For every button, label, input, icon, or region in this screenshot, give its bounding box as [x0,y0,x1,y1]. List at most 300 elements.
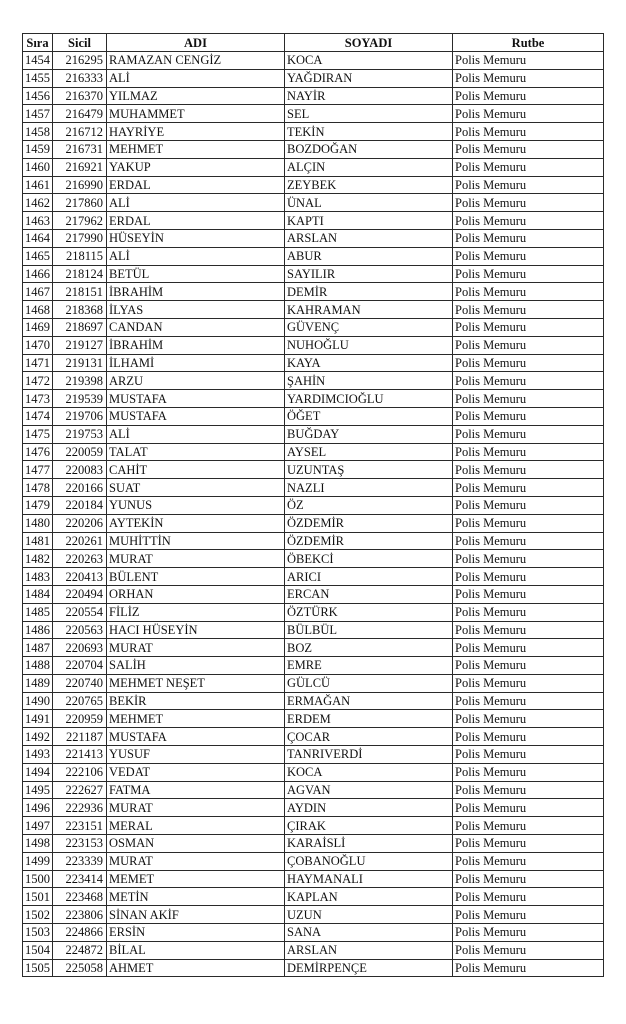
cell-adi: MUHİTTİN [107,532,285,550]
table-row [23,674,604,692]
cell-soyadi: ÖĞET [285,407,453,425]
table-row [23,852,604,870]
cell-rutbe: Polis Memuru [453,603,604,621]
cell-sira: 1492 [23,728,53,746]
cell-sicil: 220059 [53,443,107,461]
table-row [23,176,604,194]
cell-sicil: 225058 [53,959,107,977]
cell-adi: OSMAN [107,835,285,853]
cell-adi: ORHAN [107,585,285,603]
cell-soyadi: ÇIRAK [285,817,453,835]
cell-adi: MEMET [107,870,285,888]
cell-soyadi: ERDEM [285,710,453,728]
cell-soyadi: BOZDOĞAN [285,140,453,158]
table-row [23,390,604,408]
cell-sira: 1461 [23,176,53,194]
cell-sira: 1482 [23,550,53,568]
cell-soyadi: NAYİR [285,87,453,105]
cell-sira: 1481 [23,532,53,550]
cell-adi: MERAL [107,817,285,835]
cell-adi: HACI HÜSEYİN [107,621,285,639]
table-row [23,212,604,230]
cell-sira: 1455 [23,69,53,87]
cell-sira: 1488 [23,657,53,675]
cell-soyadi: SEL [285,105,453,123]
table-body [23,52,604,977]
cell-sira: 1493 [23,746,53,764]
cell-rutbe: Polis Memuru [453,69,604,87]
cell-rutbe: Polis Memuru [453,746,604,764]
cell-sicil: 223153 [53,835,107,853]
table-row [23,514,604,532]
cell-rutbe: Polis Memuru [453,763,604,781]
cell-soyadi: ARSLAN [285,941,453,959]
column-header-sicil: Sicil [53,34,107,52]
cell-sicil: 216990 [53,176,107,194]
cell-adi: İLHAMİ [107,354,285,372]
cell-sira: 1479 [23,496,53,514]
cell-sicil: 219706 [53,407,107,425]
cell-sira: 1503 [23,924,53,942]
table-row [23,959,604,977]
cell-sicil: 220261 [53,532,107,550]
cell-adi: SUAT [107,479,285,497]
cell-sira: 1499 [23,852,53,870]
cell-rutbe: Polis Memuru [453,817,604,835]
cell-adi: VEDAT [107,763,285,781]
column-header-adi: ADI [107,34,285,52]
table-row [23,781,604,799]
cell-sira: 1502 [23,906,53,924]
cell-sira: 1468 [23,301,53,319]
cell-soyadi: KOCA [285,52,453,70]
cell-sicil: 220740 [53,674,107,692]
cell-soyadi: HAYMANALI [285,870,453,888]
cell-rutbe: Polis Memuru [453,87,604,105]
cell-adi: MUHAMMET [107,105,285,123]
cell-sicil: 219539 [53,390,107,408]
table-row [23,105,604,123]
table-row [23,692,604,710]
cell-sira: 1486 [23,621,53,639]
cell-soyadi: KAPLAN [285,888,453,906]
cell-adi: MURAT [107,799,285,817]
table-row [23,835,604,853]
table-row [23,568,604,586]
cell-sicil: 219127 [53,336,107,354]
cell-sicil: 222627 [53,781,107,799]
cell-sira: 1497 [23,817,53,835]
cell-adi: MEHMET NEŞET [107,674,285,692]
cell-rutbe: Polis Memuru [453,301,604,319]
cell-sicil: 220563 [53,621,107,639]
cell-adi: MUSTAFA [107,390,285,408]
cell-sira: 1462 [23,194,53,212]
cell-sira: 1457 [23,105,53,123]
table-row [23,194,604,212]
column-header-sira: Sıra [23,34,53,52]
cell-soyadi: TEKİN [285,123,453,141]
cell-sira: 1474 [23,407,53,425]
cell-adi: FİLİZ [107,603,285,621]
cell-rutbe: Polis Memuru [453,354,604,372]
cell-adi: MUSTAFA [107,407,285,425]
cell-sira: 1504 [23,941,53,959]
cell-soyadi: BÜLBÜL [285,621,453,639]
cell-sicil: 216479 [53,105,107,123]
cell-sicil: 220206 [53,514,107,532]
cell-soyadi: ŞAHİN [285,372,453,390]
column-header-soyadi: SOYADI [285,34,453,52]
cell-sira: 1487 [23,639,53,657]
cell-rutbe: Polis Memuru [453,443,604,461]
cell-sicil: 216731 [53,140,107,158]
cell-sicil: 221187 [53,728,107,746]
cell-sira: 1456 [23,87,53,105]
cell-rutbe: Polis Memuru [453,906,604,924]
cell-adi: AYTEKİN [107,514,285,532]
cell-adi: HÜSEYİN [107,229,285,247]
cell-sira: 1465 [23,247,53,265]
cell-soyadi: ABUR [285,247,453,265]
cell-sicil: 223151 [53,817,107,835]
cell-sicil: 217860 [53,194,107,212]
cell-rutbe: Polis Memuru [453,781,604,799]
cell-soyadi: ÖBEKCİ [285,550,453,568]
cell-sira: 1476 [23,443,53,461]
cell-sicil: 221413 [53,746,107,764]
cell-soyadi: BUĞDAY [285,425,453,443]
personnel-table [22,33,604,977]
header-row [23,34,604,52]
column-header-rutbe: Rutbe [453,34,604,52]
cell-rutbe: Polis Memuru [453,550,604,568]
cell-sicil: 217962 [53,212,107,230]
cell-adi: MURAT [107,550,285,568]
table-row [23,941,604,959]
cell-rutbe: Polis Memuru [453,265,604,283]
cell-soyadi: KAPTI [285,212,453,230]
cell-sicil: 220704 [53,657,107,675]
cell-rutbe: Polis Memuru [453,888,604,906]
table-row [23,123,604,141]
table-row [23,746,604,764]
cell-sicil: 220554 [53,603,107,621]
cell-sira: 1460 [23,158,53,176]
cell-sira: 1467 [23,283,53,301]
cell-sira: 1470 [23,336,53,354]
cell-sicil: 220765 [53,692,107,710]
table-row [23,443,604,461]
cell-soyadi: BOZ [285,639,453,657]
cell-adi: YUNUS [107,496,285,514]
table-row [23,354,604,372]
table-row [23,728,604,746]
cell-rutbe: Polis Memuru [453,870,604,888]
table-row [23,52,604,70]
cell-soyadi: ERMAĞAN [285,692,453,710]
cell-rutbe: Polis Memuru [453,229,604,247]
cell-soyadi: KARAİSLİ [285,835,453,853]
cell-adi: MEHMET [107,710,285,728]
cell-sicil: 223806 [53,906,107,924]
cell-sicil: 220693 [53,639,107,657]
cell-adi: ALİ [107,425,285,443]
cell-rutbe: Polis Memuru [453,176,604,194]
cell-sicil: 216712 [53,123,107,141]
cell-sira: 1458 [23,123,53,141]
table-row [23,69,604,87]
table-row [23,585,604,603]
cell-adi: ERDAL [107,176,285,194]
cell-sicil: 218151 [53,283,107,301]
cell-sira: 1471 [23,354,53,372]
cell-sira: 1494 [23,763,53,781]
cell-soyadi: KAHRAMAN [285,301,453,319]
table-row [23,870,604,888]
table-row [23,372,604,390]
cell-sicil: 216921 [53,158,107,176]
cell-sira: 1495 [23,781,53,799]
cell-rutbe: Polis Memuru [453,336,604,354]
cell-rutbe: Polis Memuru [453,674,604,692]
cell-rutbe: Polis Memuru [453,496,604,514]
cell-sira: 1459 [23,140,53,158]
cell-sira: 1464 [23,229,53,247]
table-row [23,496,604,514]
cell-rutbe: Polis Memuru [453,568,604,586]
cell-sira: 1484 [23,585,53,603]
cell-sira: 1478 [23,479,53,497]
cell-adi: ALİ [107,247,285,265]
table-row [23,425,604,443]
cell-adi: MUSTAFA [107,728,285,746]
cell-sira: 1466 [23,265,53,283]
cell-adi: SALİH [107,657,285,675]
cell-sicil: 224872 [53,941,107,959]
cell-sicil: 216333 [53,69,107,87]
cell-sicil: 220083 [53,461,107,479]
cell-rutbe: Polis Memuru [453,52,604,70]
cell-sicil: 218368 [53,301,107,319]
table-row [23,924,604,942]
cell-sicil: 219131 [53,354,107,372]
cell-soyadi: GÜVENÇ [285,318,453,336]
cell-sira: 1505 [23,959,53,977]
table-row [23,603,604,621]
table-row [23,763,604,781]
cell-sicil: 223339 [53,852,107,870]
cell-soyadi: GÜLCÜ [285,674,453,692]
cell-sicil: 216295 [53,52,107,70]
cell-soyadi: AYDIN [285,799,453,817]
table-row [23,301,604,319]
cell-rutbe: Polis Memuru [453,532,604,550]
cell-adi: CAHİT [107,461,285,479]
cell-rutbe: Polis Memuru [453,585,604,603]
cell-sicil: 220413 [53,568,107,586]
cell-adi: MURAT [107,852,285,870]
table-header [23,34,604,52]
table-row [23,817,604,835]
cell-soyadi: ARICI [285,568,453,586]
table-row [23,550,604,568]
cell-sira: 1489 [23,674,53,692]
table-row [23,710,604,728]
table-row [23,657,604,675]
cell-sira: 1490 [23,692,53,710]
cell-sira: 1498 [23,835,53,853]
cell-sira: 1483 [23,568,53,586]
cell-soyadi: ZEYBEK [285,176,453,194]
cell-sira: 1454 [23,52,53,70]
cell-soyadi: ERCAN [285,585,453,603]
cell-rutbe: Polis Memuru [453,728,604,746]
cell-adi: AHMET [107,959,285,977]
cell-soyadi: UZUN [285,906,453,924]
cell-rutbe: Polis Memuru [453,212,604,230]
cell-sicil: 218124 [53,265,107,283]
cell-sira: 1463 [23,212,53,230]
cell-soyadi: ÜNAL [285,194,453,212]
table-row [23,639,604,657]
cell-adi: İLYAS [107,301,285,319]
cell-sicil: 222936 [53,799,107,817]
cell-soyadi: ÇOCAR [285,728,453,746]
cell-soyadi: NUHOĞLU [285,336,453,354]
cell-soyadi: ÖZ [285,496,453,514]
cell-rutbe: Polis Memuru [453,710,604,728]
cell-adi: YILMAZ [107,87,285,105]
table-row [23,621,604,639]
cell-adi: METİN [107,888,285,906]
cell-rutbe: Polis Memuru [453,158,604,176]
cell-rutbe: Polis Memuru [453,799,604,817]
cell-sicil: 217990 [53,229,107,247]
cell-soyadi: KAYA [285,354,453,372]
table-row [23,247,604,265]
cell-sira: 1500 [23,870,53,888]
table-row [23,158,604,176]
cell-soyadi: UZUNTAŞ [285,461,453,479]
cell-sicil: 224866 [53,924,107,942]
table-row [23,336,604,354]
cell-rutbe: Polis Memuru [453,318,604,336]
cell-rutbe: Polis Memuru [453,425,604,443]
cell-sira: 1480 [23,514,53,532]
cell-soyadi: DEMİRPENÇE [285,959,453,977]
cell-rutbe: Polis Memuru [453,692,604,710]
cell-sicil: 218115 [53,247,107,265]
cell-soyadi: ÇOBANOĞLU [285,852,453,870]
cell-soyadi: ÖZDEMİR [285,532,453,550]
cell-rutbe: Polis Memuru [453,924,604,942]
cell-soyadi: ÖZTÜRK [285,603,453,621]
table-row [23,407,604,425]
cell-rutbe: Polis Memuru [453,479,604,497]
cell-rutbe: Polis Memuru [453,621,604,639]
cell-sicil: 220263 [53,550,107,568]
cell-sira: 1496 [23,799,53,817]
cell-soyadi: YAĞDIRAN [285,69,453,87]
cell-adi: BİLAL [107,941,285,959]
cell-rutbe: Polis Memuru [453,194,604,212]
cell-adi: TALAT [107,443,285,461]
cell-sicil: 220494 [53,585,107,603]
table-row [23,140,604,158]
cell-rutbe: Polis Memuru [453,283,604,301]
cell-sicil: 220184 [53,496,107,514]
cell-adi: YAKUP [107,158,285,176]
cell-sira: 1501 [23,888,53,906]
cell-rutbe: Polis Memuru [453,247,604,265]
cell-adi: SİNAN AKİF [107,906,285,924]
table-row [23,87,604,105]
cell-soyadi: SANA [285,924,453,942]
cell-rutbe: Polis Memuru [453,657,604,675]
cell-sira: 1472 [23,372,53,390]
cell-adi: ERDAL [107,212,285,230]
cell-adi: MURAT [107,639,285,657]
cell-sicil: 223414 [53,870,107,888]
table-row [23,229,604,247]
cell-adi: FATMA [107,781,285,799]
cell-rutbe: Polis Memuru [453,390,604,408]
table-row [23,888,604,906]
cell-soyadi: AGVAN [285,781,453,799]
cell-soyadi: EMRE [285,657,453,675]
cell-rutbe: Polis Memuru [453,123,604,141]
cell-sira: 1469 [23,318,53,336]
cell-sicil: 216370 [53,87,107,105]
cell-rutbe: Polis Memuru [453,941,604,959]
table-row [23,906,604,924]
cell-adi: ALİ [107,69,285,87]
cell-sira: 1485 [23,603,53,621]
cell-rutbe: Polis Memuru [453,105,604,123]
cell-sicil: 218697 [53,318,107,336]
cell-adi: İBRAHİM [107,283,285,301]
cell-soyadi: NAZLI [285,479,453,497]
table-row [23,283,604,301]
cell-adi: BEKİR [107,692,285,710]
cell-adi: RAMAZAN CENGİZ [107,52,285,70]
cell-soyadi: ARSLAN [285,229,453,247]
cell-rutbe: Polis Memuru [453,852,604,870]
cell-rutbe: Polis Memuru [453,372,604,390]
table-row [23,461,604,479]
cell-rutbe: Polis Memuru [453,140,604,158]
cell-sicil: 219398 [53,372,107,390]
cell-rutbe: Polis Memuru [453,835,604,853]
cell-adi: YUSUF [107,746,285,764]
cell-rutbe: Polis Memuru [453,407,604,425]
cell-sira: 1491 [23,710,53,728]
cell-sicil: 223468 [53,888,107,906]
cell-sicil: 222106 [53,763,107,781]
cell-sira: 1475 [23,425,53,443]
cell-soyadi: DEMİR [285,283,453,301]
table-row [23,479,604,497]
cell-sira: 1477 [23,461,53,479]
cell-adi: BÜLENT [107,568,285,586]
table-row [23,265,604,283]
cell-sicil: 220166 [53,479,107,497]
cell-sicil: 219753 [53,425,107,443]
cell-soyadi: SAYILIR [285,265,453,283]
cell-adi: ARZU [107,372,285,390]
table-row [23,799,604,817]
